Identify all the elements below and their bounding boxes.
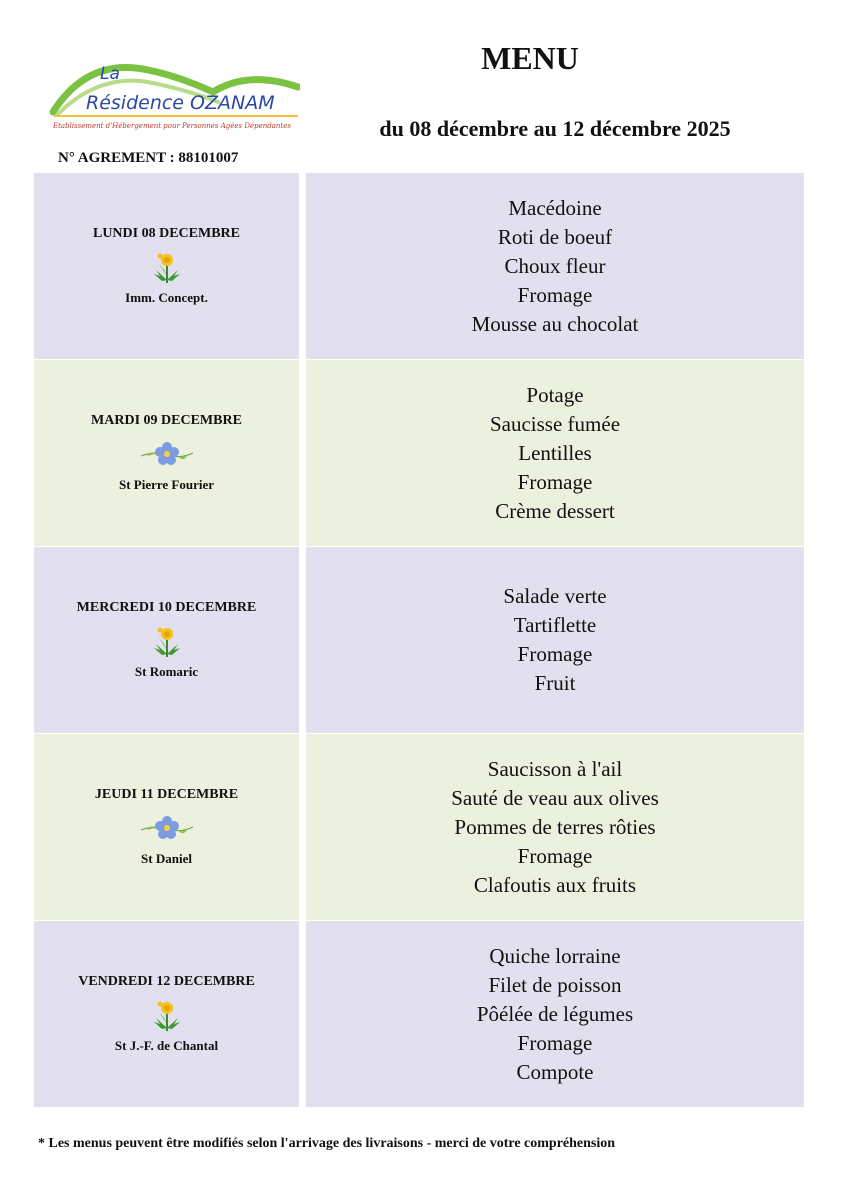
dish-item: Pôélée de légumes [476,1001,634,1026]
saint-name: St Romaric [134,664,199,679]
saint-name: St Daniel [141,851,192,866]
dish-item: Roti de boeuf [497,224,613,249]
day-label: JEUDI 11 DECEMBRE [94,787,239,802]
residence-logo [48,52,300,138]
menu-table [34,173,804,1108]
blue-flower-icon [139,437,195,471]
dish-item: Potage [526,382,584,407]
dish-item: Saucisse fumée [489,411,621,436]
dish-item: Saucisson à l'ail [487,756,623,781]
menu-row [34,547,804,733]
day-cell [34,921,299,1107]
dish-item: Quiche lorraine [489,943,621,968]
date-range: du 08 décembre au 12 décembre 2025 [379,116,731,141]
dishes-cell [306,360,804,546]
day-label: LUNDI 08 DECEMBRE [92,226,240,241]
dishes-cell [306,547,804,733]
day-label: VENDREDI 12 DECEMBRE [78,974,255,989]
menu-row [34,734,804,920]
dish-item: Choux fleur [504,253,606,278]
day-label: MERCREDI 10 DECEMBRE [76,600,257,615]
dish-item: Tartiflette [513,613,597,637]
menu-row [34,921,804,1107]
dish-item: Sauté de veau aux olives [451,785,659,810]
dishes-cell [306,921,804,1107]
dish-item: Fromage [517,1030,593,1055]
footnote: * Les menus peuvent être modifiés selon l'arrivage des livraisons - merci de votre compréhension [38,1136,616,1151]
dandelion-icon [150,998,184,1032]
dish-item: Fromage [517,642,593,666]
agrement-number: N° AGREMENT : 88101007 [58,150,239,166]
dish-item: Macédoine [508,195,602,220]
menu-row [34,360,804,546]
day-cell [34,734,299,920]
dandelion-icon [150,250,184,284]
day-cell [34,173,299,359]
day-cell [34,547,299,733]
dish-item: Compote [516,1059,594,1084]
day-cell [34,360,299,546]
dish-item: Lentilles [518,440,592,465]
logo-name: Résidence OZANAM [86,92,275,114]
menu-row [34,173,804,359]
dish-item: Pommes de terres rôties [454,814,656,839]
saint-name: Imm. Concept. [125,290,208,305]
dishes-cell [306,173,804,359]
dish-item: Crème dessert [495,498,615,523]
dish-item: Fromage [517,469,593,494]
logo-tagline: Etablissement d'Hébergement pour Personnes Agées Dépendantes [53,122,291,130]
logo-prefix: La [100,64,120,84]
page-title: MENU [481,40,579,76]
dandelion-icon [150,624,184,658]
saint-name: St Pierre Fourier [118,477,215,492]
dish-item: Fromage [517,282,593,307]
dish-item: Salade verte [503,584,607,608]
dish-item: Fruit [534,671,576,695]
dish-item: Mousse au chocolat [471,311,639,336]
dish-item: Filet de poisson [488,972,622,997]
saint-name: St J.-F. de Chantal [114,1038,219,1053]
blue-flower-icon [139,811,195,845]
day-label: MARDI 09 DECEMBRE [91,413,242,428]
dishes-cell [306,734,804,920]
dish-item: Fromage [517,843,593,868]
dish-item: Clafoutis aux fruits [473,872,637,897]
